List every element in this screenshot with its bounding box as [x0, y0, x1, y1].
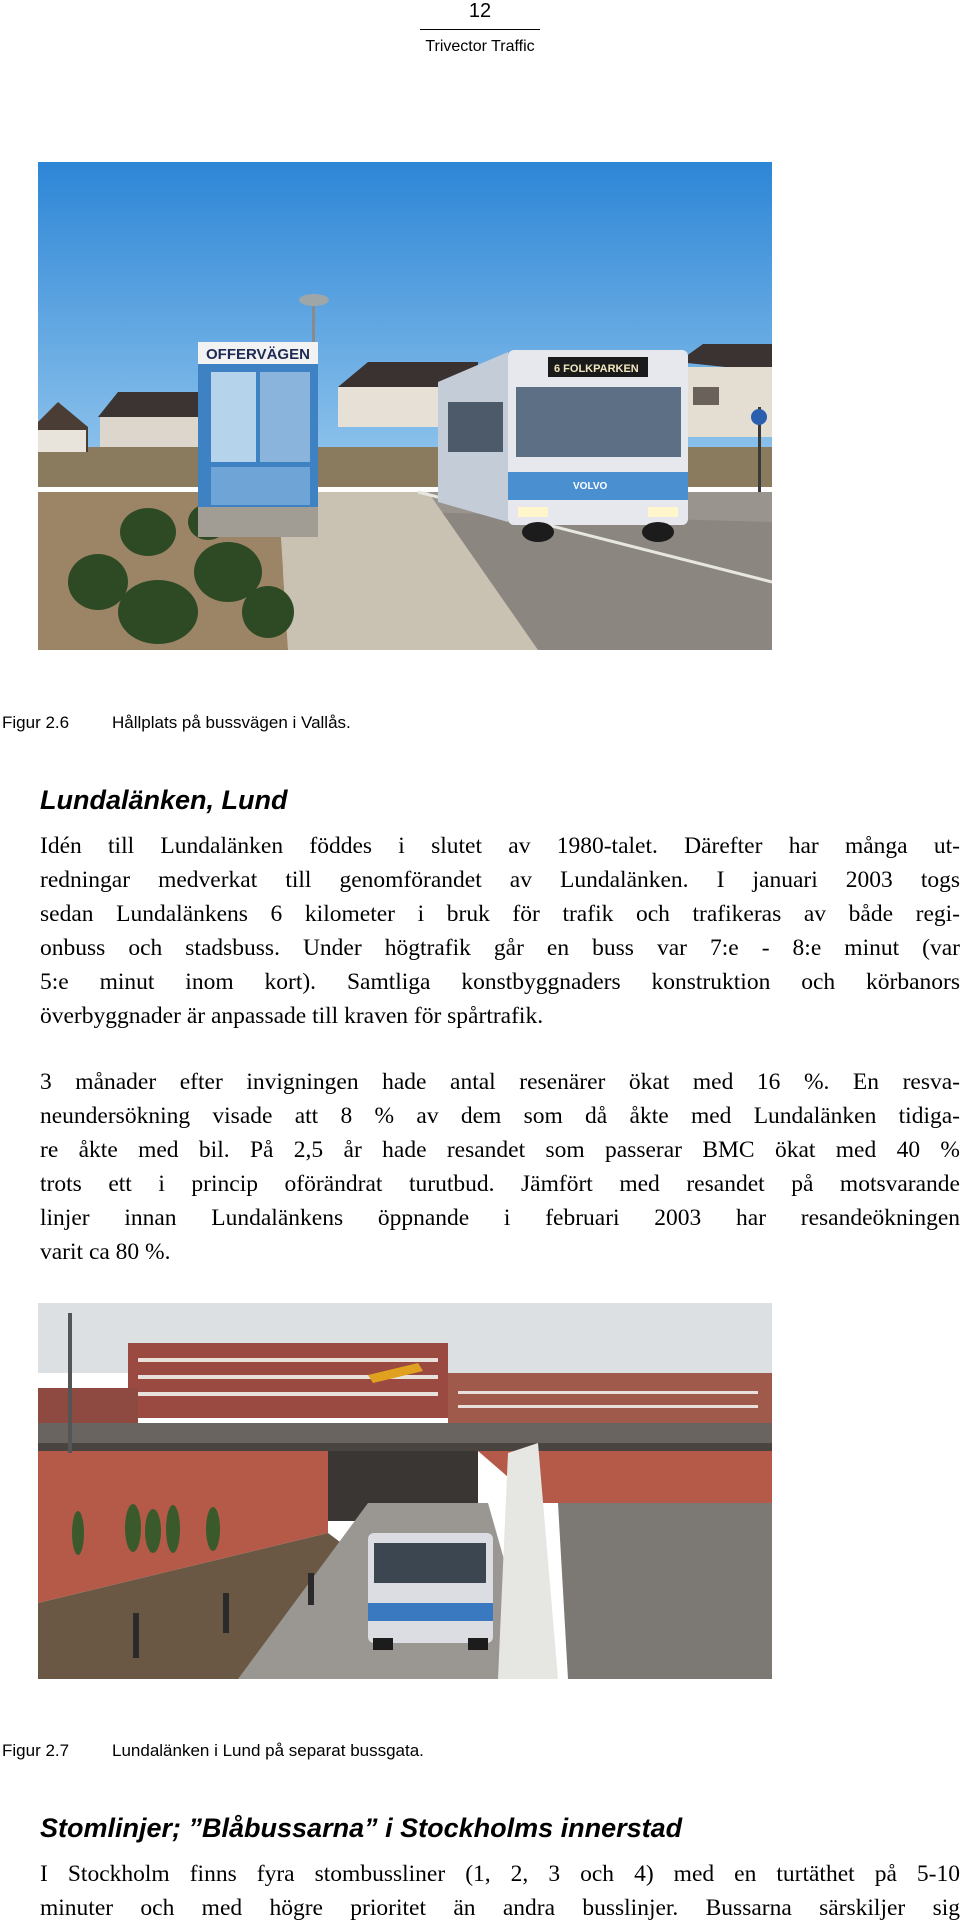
shelter-sign: OFFERVÄGEN — [206, 346, 310, 363]
paragraph-line: minuter och med högre prioritet än andra busslinjer. Bussarna särskiljer sig — [40, 1895, 960, 1921]
header-divider — [420, 29, 540, 30]
page-number: 12 — [468, 0, 492, 22]
header-company: Trivector Traffic — [425, 38, 535, 55]
figure-caption-text-2-6: Hållplats på bussvägen i Vallås. — [112, 713, 351, 732]
paragraph-line: re åkte med bil. På 2,5 år hade resandet som passerar BMC ökat med 40 % — [40, 1137, 960, 1163]
paragraph-line: onbuss och stadsbuss. Under högtrafik går en buss var 7:e - 8:e minut (var — [40, 935, 960, 961]
paragraph-line: Idén till Lundalänken föddes i slutet av 1980-talet. Därefter har många ut- — [40, 833, 960, 859]
bus-stop-photo — [38, 162, 772, 650]
paragraph-line: redningar medverkat till genomförandet av Lundalänken. I januari 2003 togs — [40, 867, 960, 893]
paragraph-line: sedan Lundalänkens 6 kilometer i bruk för trafik och trafikeras av både regi- — [40, 901, 960, 927]
paragraph-line: överbyggnader är anpassade till kraven för spårtrafik. — [40, 1003, 544, 1029]
paragraph-line: trots ett i princip oförändrat turutbud. Jämfört med resandet på motsvarande — [40, 1171, 960, 1197]
section-heading-stomlinjer: Stomlinjer; ”Blåbussarna” i Stockholms innerstad — [40, 1813, 683, 1843]
bus-brand: VOLVO — [573, 481, 608, 492]
paragraph-line: 5:e minut inom kort). Samtliga konstbyggnaders konstruktion och körbanors — [40, 969, 960, 995]
section-heading-lundalanken: Lundalänken, Lund — [40, 785, 288, 815]
figure-caption-text-2-7: Lundalänken i Lund på separat bussgata. — [112, 1741, 424, 1760]
bus-destination: 6 FOLKPARKEN — [554, 363, 639, 375]
figure-caption-number-2-7: Figur 2.7 — [2, 1741, 70, 1760]
paragraph-line: I Stockholm finns fyra stombussliner (1, 2, 3 och 4) med en turtäthet på 5-10 — [40, 1861, 960, 1887]
paragraph-line: linjer innan Lundalänkens öppnande i februari 2003 har resandeökningen — [40, 1205, 960, 1231]
bus — [368, 1533, 493, 1650]
figure-caption-number-2-6: Figur 2.6 — [2, 713, 70, 732]
paragraph-lundalanken-results — [40, 1065, 960, 1269]
paragraph-line: varit ca 80 %. — [40, 1239, 171, 1265]
paragraph-line: 3 månader efter invigningen hade antal resenärer ökat med 16 %. En resva- — [40, 1069, 960, 1095]
paragraph-lundalanken-history — [40, 829, 960, 1033]
paragraph-line: neundersökning visade att 8 % av dem som då åkte med Lundalänken tidiga- — [40, 1103, 960, 1129]
bus-lane-photo — [38, 1303, 772, 1679]
paragraph-stomlinjer — [40, 1857, 960, 1925]
bus-shelter — [198, 342, 318, 537]
